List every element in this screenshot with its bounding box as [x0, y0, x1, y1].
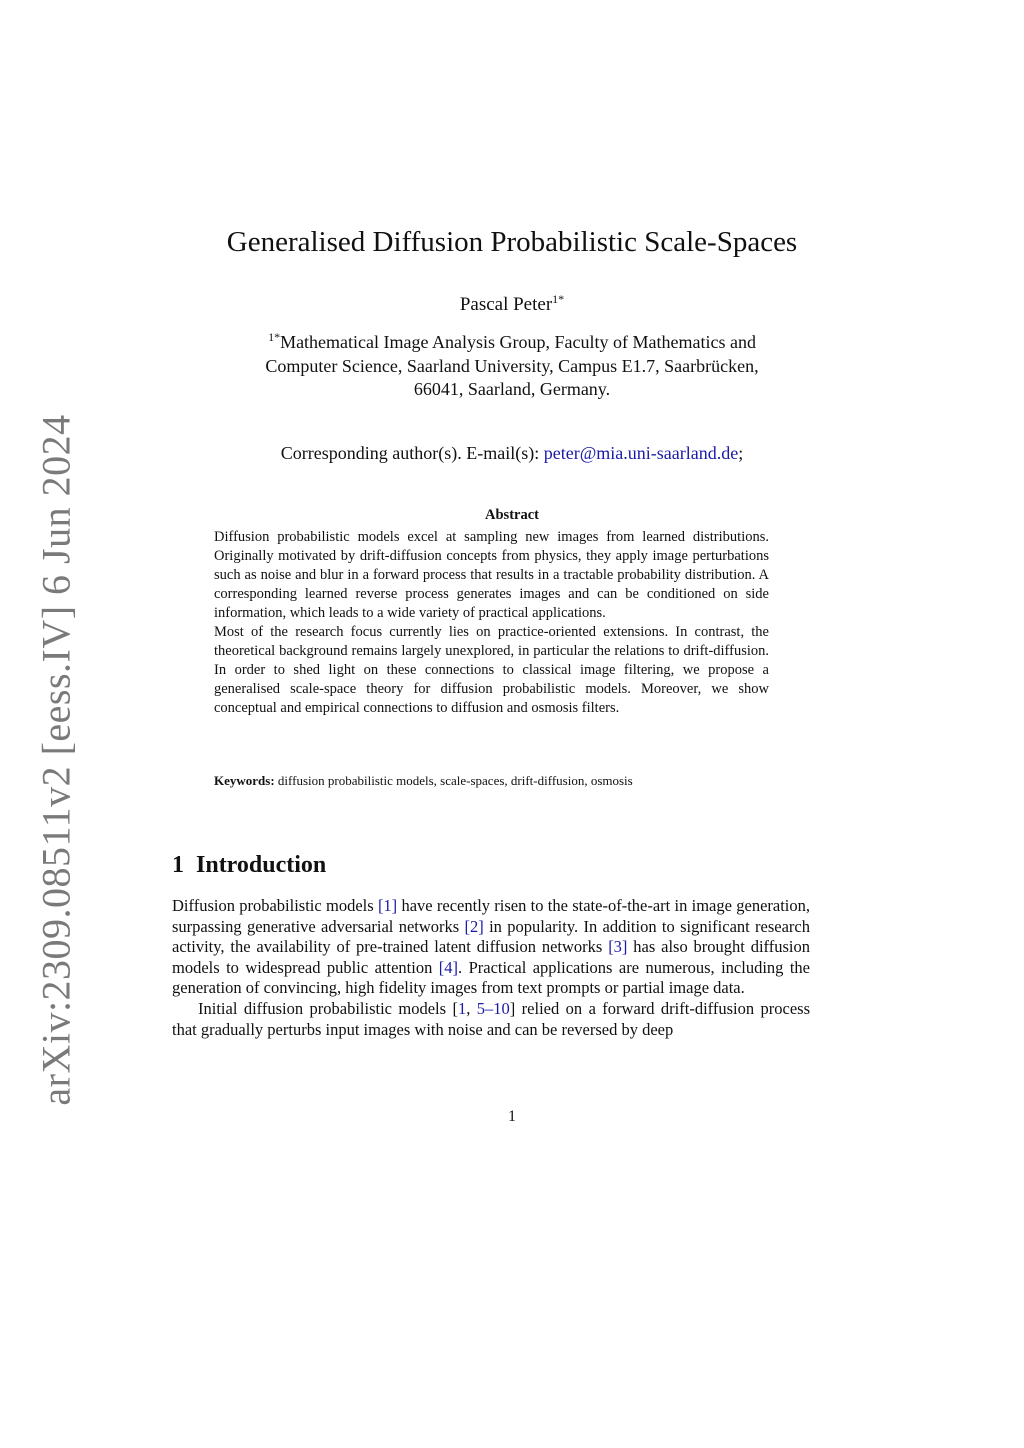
citation-link[interactable]: 1: [457, 998, 467, 1018]
section-heading-introduction: [172, 852, 326, 879]
citation-link[interactable]: [1]: [377, 896, 398, 915]
intro-paragraph-2: [172, 999, 810, 1040]
correspondence-line: [0, 443, 1024, 464]
intro-text: Diffusion probabilistic models: [172, 896, 378, 915]
keywords-line: [214, 773, 769, 789]
section-number: 1: [172, 852, 184, 878]
correspondence-trailing: ;: [738, 443, 744, 463]
intro-text: ] relied on a forward drift-diffusion process that gradually perturbs input images with noise and can be reversed by deep: [172, 998, 811, 1039]
citation-link[interactable]: [3]: [608, 937, 628, 957]
page-number: 1: [508, 1108, 516, 1125]
correspondence-label: Corresponding author(s). E-mail(s):: [280, 443, 540, 463]
abstract-paragraph-2: Most of the research focus currently lies on practice-oriented extensions. In contrast, the theoretical background remains largely unexplored, in particular the relations to drift-diffusion. In order to shed light on these connections to classical image filtering, we propose a generalised scale-space theory for diffusion probabilistic models. Moreover, we show conceptual and empirical connections to diffusion and osmosis filters.: [214, 624, 769, 716]
introduction-body: [172, 896, 810, 1040]
affiliation-block: [180, 331, 844, 402]
intro-text: have recently risen to the state-of-the-art in image generation, surpassing generative adversarial networks: [172, 896, 810, 936]
intro-text: Initial diffusion probabilistic models [: [198, 998, 458, 1018]
intro-paragraph-1: [172, 896, 810, 999]
citation-link[interactable]: 5–10: [476, 998, 510, 1018]
section-title: Introduction: [196, 852, 327, 878]
intro-text: . Practical applications are numerous, including the generation of convincing, high fidelity images from text prompts or partial image data.: [172, 957, 810, 998]
citation-link[interactable]: [4]: [438, 957, 459, 977]
intro-text: has also brought diffusion models to widespread public attention: [172, 937, 810, 977]
affiliation-line-3: 66041, Saarland, Germany.: [413, 379, 611, 399]
keywords-text: diffusion probabilistic models, scale-spaces, drift-diffusion, osmosis: [277, 773, 633, 788]
abstract-heading: Abstract: [485, 507, 539, 523]
author-name: Pascal Peter: [459, 294, 553, 315]
paper-title: Generalised Diffusion Probabilistic Scale-Spaces: [226, 226, 798, 258]
affiliation-line-2: Computer Science, Saarland University, Campus E1.7, Saarbrücken,: [265, 355, 759, 376]
abstract-body: [214, 528, 769, 718]
author-affiliation-marker: 1*: [552, 292, 565, 306]
author-line: [0, 294, 1024, 316]
affiliation-line-1: [180, 331, 844, 355]
abstract-paragraph-1: Diffusion probabilistic models excel at sampling new images from learned distributions. Originally motivated by drift-diffusion concepts from physics, they apply image perturbations such as noise and blur in a forward process that results in a tractable probability distribution. A corresponding learned reverse process generates images and can be conditioned on side information, which leads to a wide variety of practical applications.: [214, 529, 769, 621]
affiliation-marker: 1*: [268, 330, 281, 344]
email-link[interactable]: peter@mia.uni-saarland.de: [543, 443, 739, 463]
intro-text: ,: [466, 998, 477, 1018]
affiliation-text-1: Mathematical Image Analysis Group, Faculty of Mathematics and: [280, 332, 756, 352]
keywords-label: Keywords:: [214, 773, 275, 788]
citation-link[interactable]: [2]: [464, 916, 484, 936]
arxiv-identifier-stamp: arXiv:2309.08511v2 [eess.IV] 6 Jun 2024: [33, 414, 79, 1106]
intro-text: in popularity. In addition to significant research activity, the availability of pre-trained latent diffusion networks: [172, 916, 810, 957]
